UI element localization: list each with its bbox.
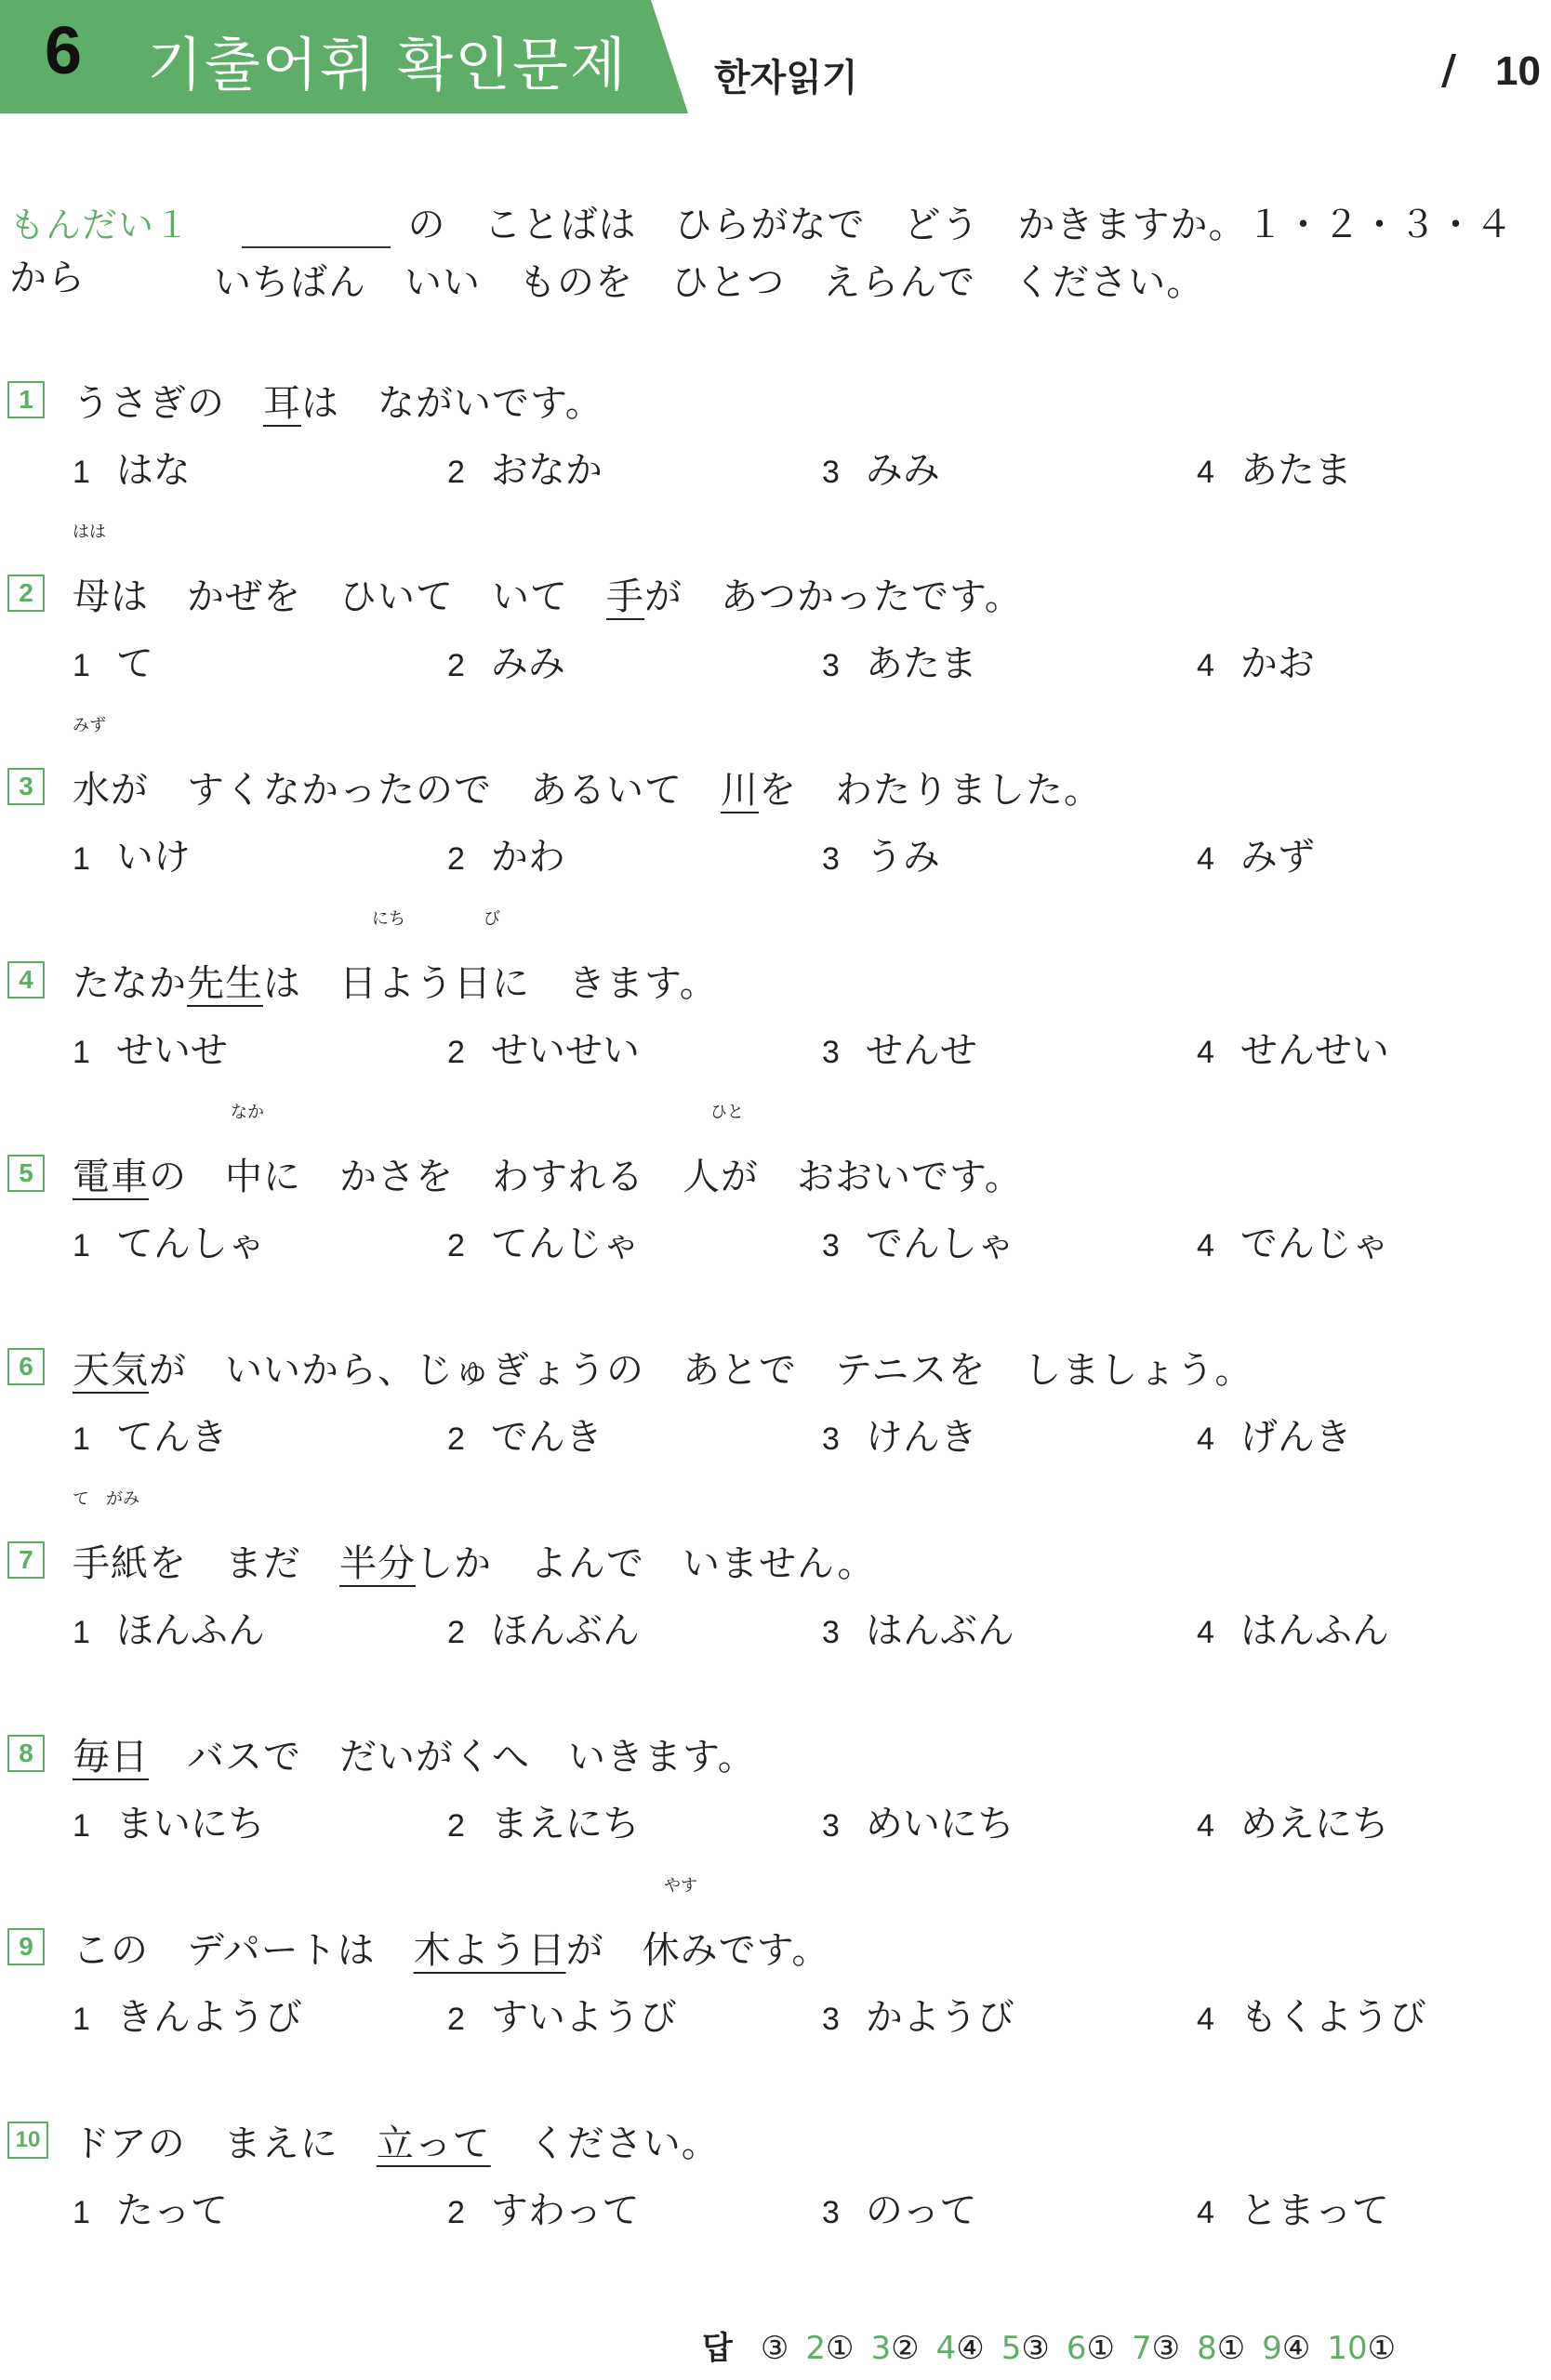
stem-text: ください。 [490, 2122, 720, 2165]
answer-option[interactable] [73, 1214, 265, 1267]
stem-text: ドアの まえに [73, 2122, 377, 2165]
option-number: 4 [1197, 2195, 1214, 2230]
option-number: 3 [822, 1228, 840, 1263]
option-number: 2 [447, 1228, 465, 1263]
stem-text: を わたりました。 [759, 769, 1102, 812]
option-number: 2 [447, 1615, 465, 1650]
option-number: 1 [73, 2195, 90, 2230]
score-slash: / [1441, 46, 1457, 94]
option-text: あたま [1239, 449, 1352, 492]
option-text: みず [1239, 836, 1315, 879]
option-number: 1 [73, 1035, 90, 1070]
answer-key-item [1197, 2330, 1245, 2367]
answer-key-choice: ① [825, 2330, 855, 2367]
answer-key-item [1001, 2330, 1050, 2367]
answer-option[interactable] [822, 1214, 1014, 1267]
question-stem [73, 1489, 876, 1587]
answer-option[interactable] [447, 441, 603, 494]
instruction-text-1: の ことばは ひらがなで どう かきますか。１・２・３・４から [9, 204, 1514, 299]
answer-key-number: 5 [1001, 2330, 1022, 2367]
answer-key-number: 3 [870, 2330, 892, 2367]
question [7, 381, 1542, 567]
option-number: 3 [822, 1421, 840, 1457]
option-text: すいようび [490, 1996, 677, 2039]
option-text: めえにち [1239, 1803, 1389, 1845]
option-text: きんようび [115, 1996, 302, 2039]
answer-option[interactable] [447, 827, 565, 880]
answer-key-item [761, 2330, 789, 2367]
option-text: はんぶん [865, 1609, 1014, 1652]
option-text: いけ [115, 836, 191, 879]
option-text: ほんふん [115, 1609, 265, 1652]
instruction-line-2: いちばん いい ものを ひとつ えらんで ください。 [214, 261, 1205, 304]
answer-key-choice: ③ [1151, 2330, 1181, 2367]
option-text: かわ [490, 836, 565, 879]
stem-text: が 休みです。 [565, 1929, 830, 1972]
answer-key-number: 8 [1197, 2330, 1217, 2367]
question-number: 2 [7, 575, 45, 612]
option-number: 2 [447, 1808, 465, 1844]
answer-option[interactable] [447, 2181, 640, 2234]
answer-key-item [1132, 2330, 1180, 2367]
option-number: 4 [1197, 648, 1214, 683]
option-number: 1 [73, 1421, 90, 1457]
answer-key-choice: ③ [1021, 2330, 1050, 2367]
option-number: 4 [1197, 2002, 1214, 2037]
underlined-word: 天気 [73, 1349, 149, 1392]
answer-option[interactable] [73, 1408, 228, 1461]
answer-key-choice: ① [1216, 2330, 1246, 2367]
question-number: 5 [7, 1155, 45, 1192]
option-number: 1 [73, 2002, 90, 2037]
answer-key-choice: ① [1086, 2330, 1115, 2367]
answer-option[interactable] [822, 441, 940, 494]
answer-key-choice: ② [891, 2330, 920, 2367]
underlined-word: 立って [376, 2122, 491, 2165]
furigana: び [484, 909, 500, 929]
stem-text: は ながいです。 [301, 382, 603, 425]
answer-option[interactable] [822, 1408, 977, 1461]
question-number: 9 [7, 1928, 45, 1965]
answer-option[interactable] [822, 1794, 1014, 1847]
question [7, 522, 1542, 760]
option-number: 2 [447, 2002, 465, 2037]
answer-option[interactable] [822, 1021, 977, 1074]
answer-option[interactable] [447, 1601, 640, 1654]
answer-key-number: 4 [935, 2330, 957, 2367]
option-number: 2 [447, 1421, 465, 1457]
answer-key-number: 10 [1327, 2330, 1368, 2367]
underlined-word: 川 [721, 769, 759, 812]
option-text: ほんぶん [490, 1609, 640, 1652]
question-stem [73, 1103, 1023, 1200]
answer-option[interactable] [447, 1988, 677, 2041]
option-text: まえにち [490, 1803, 640, 1845]
question-stem [73, 2114, 720, 2167]
option-number: 2 [447, 1035, 465, 1070]
answer-option[interactable] [447, 1408, 603, 1461]
option-number: 3 [822, 455, 840, 490]
stem-text: たなか [73, 962, 187, 1005]
furigana: ひと [710, 1103, 744, 1122]
option-text: みみ [865, 449, 940, 492]
answer-option[interactable] [447, 1794, 640, 1847]
question-number: 6 [7, 1348, 45, 1385]
question-stem [73, 1727, 756, 1780]
option-text: おなか [490, 449, 603, 492]
option-number: 2 [447, 455, 465, 490]
option-text: めいにち [865, 1803, 1014, 1845]
option-text: あたま [865, 642, 977, 685]
option-text: うみ [865, 836, 940, 879]
option-text: とまって [1239, 2189, 1389, 2232]
stem-text: 母は かぜを ひいて いて [73, 575, 606, 618]
underlined-word: 木よう日 [413, 1929, 566, 1972]
question [7, 1348, 1542, 1534]
underlined-word: 手 [606, 575, 644, 618]
option-text: せんせい [1239, 1029, 1389, 1072]
answer-option[interactable] [73, 2181, 228, 2234]
answer-key-item [870, 2330, 919, 2367]
answer-key-number: 9 [1262, 2330, 1282, 2367]
stem-text: うさぎの [73, 382, 263, 425]
option-number: 3 [822, 1615, 840, 1650]
score-total: 10 [1495, 48, 1541, 94]
option-number: 4 [1197, 1615, 1214, 1650]
answer-key-choice: ④ [1281, 2330, 1311, 2367]
question-stem [73, 909, 718, 1007]
option-text: たって [115, 2189, 228, 2232]
option-text: てんき [115, 1416, 228, 1459]
furigana: やす [664, 1876, 697, 1896]
option-text: けんき [865, 1416, 977, 1459]
option-number: 1 [73, 1615, 90, 1650]
answer-option[interactable] [822, 1988, 1014, 2041]
option-text: せいせい [490, 1029, 640, 1072]
option-number: 2 [447, 648, 465, 683]
section-subtitle: 한자읽기 [714, 57, 858, 99]
furigana: はは [73, 522, 106, 542]
underlined-word: 電車 [73, 1156, 149, 1198]
answer-option[interactable] [822, 2181, 977, 2234]
question-stem [73, 716, 1102, 813]
option-number: 3 [822, 1035, 840, 1070]
question-stem [73, 1876, 830, 1974]
question-number: 3 [7, 768, 45, 805]
underlined-word: 先生 [187, 962, 263, 1005]
answer-key-item [1262, 2330, 1310, 2367]
question-stem [73, 1341, 1253, 1394]
answer-blank [242, 211, 391, 248]
answer-option[interactable] [73, 441, 191, 494]
option-text: まいにち [115, 1803, 265, 1845]
option-number: 4 [1197, 1421, 1214, 1457]
option-number: 4 [1197, 455, 1214, 490]
question [7, 1735, 1542, 1921]
answer-key-item [805, 2330, 854, 2367]
answer-option[interactable] [1197, 634, 1315, 687]
answer-option[interactable] [1197, 1988, 1426, 2041]
furigana: がみ [106, 1489, 139, 1509]
option-number: 1 [73, 1808, 90, 1844]
answer-key [702, 2322, 1412, 2368]
question-stem [73, 522, 1023, 620]
underlined-word: 半分 [339, 1542, 416, 1585]
option-number: 4 [1197, 1035, 1214, 1070]
answer-option[interactable] [822, 1601, 1014, 1654]
option-number: 3 [822, 2195, 840, 2230]
furigana: なか [231, 1103, 264, 1122]
instruction-label: もんだい１ [9, 205, 192, 245]
answer-option[interactable] [1197, 2181, 1389, 2234]
option-text: でんしゃ [865, 1223, 1014, 1265]
answer-key-number: 7 [1131, 2330, 1152, 2367]
option-text: でんき [490, 1416, 603, 1459]
option-text: みみ [490, 642, 565, 685]
answer-key-label: 답 [702, 2330, 733, 2367]
stem-text: この デパートは [73, 1929, 414, 1972]
option-number: 1 [73, 1228, 90, 1263]
answer-option[interactable] [822, 827, 940, 880]
answer-key-choice: ③ [760, 2330, 789, 2367]
answer-option[interactable] [73, 1794, 265, 1847]
chapter-number: 6 [45, 14, 83, 88]
answer-key-choice: ④ [956, 2330, 985, 2367]
furigana: て [73, 1489, 89, 1509]
answer-key-item [1327, 2330, 1396, 2367]
question [7, 1103, 1542, 1341]
option-number: 3 [822, 2002, 840, 2037]
answer-option[interactable] [447, 1214, 640, 1267]
answer-option[interactable] [447, 1021, 640, 1074]
option-number: 1 [73, 841, 90, 877]
option-text: てんしゃ [115, 1223, 265, 1265]
question-number: 4 [7, 961, 45, 998]
answer-key-number: 2 [805, 2330, 826, 2367]
question-number: 7 [7, 1541, 45, 1579]
option-text: せいせ [115, 1029, 228, 1072]
option-text: かお [1239, 642, 1315, 685]
option-number: 3 [822, 648, 840, 683]
answer-key-choice: ① [1367, 2330, 1397, 2367]
option-number: 2 [447, 841, 465, 877]
answer-key-number: 6 [1066, 2330, 1087, 2367]
answer-key-item [1067, 2330, 1115, 2367]
question-number: 1 [7, 381, 45, 418]
option-number: 1 [73, 455, 90, 490]
option-number: 1 [73, 648, 90, 683]
answer-option[interactable] [1197, 1021, 1389, 1074]
option-text: はな [115, 449, 191, 492]
stem-text: 水が すくなかったので あるいて [73, 769, 721, 812]
option-text: て [115, 642, 153, 685]
answer-option[interactable] [1197, 441, 1352, 494]
option-number: 2 [447, 2195, 465, 2230]
answer-option[interactable] [822, 634, 977, 687]
option-text: はんふん [1239, 1609, 1389, 1652]
answer-option[interactable] [73, 1601, 265, 1654]
option-text: げんき [1239, 1416, 1352, 1459]
answer-option[interactable] [1197, 1214, 1389, 1267]
option-text: でんじゃ [1239, 1223, 1389, 1265]
stem-text: 手紙を まだ [73, 1542, 339, 1585]
option-number: 4 [1197, 1808, 1214, 1844]
question [7, 716, 1542, 954]
question [7, 1489, 1542, 1727]
option-text: すわって [490, 2189, 640, 2232]
furigana: にち [372, 909, 405, 929]
option-text: もくようび [1239, 1996, 1426, 2039]
answer-option[interactable] [1197, 1408, 1352, 1461]
option-text: のって [865, 2189, 977, 2232]
answer-option[interactable] [1197, 1794, 1389, 1847]
option-text: てんじゃ [490, 1223, 640, 1265]
underlined-word: 毎日 [73, 1736, 149, 1778]
option-text: せんせ [865, 1029, 977, 1072]
stem-text: が いいから、じゅぎょうの あとで テニスを しましょう。 [149, 1349, 1253, 1392]
underlined-word: 耳 [263, 382, 301, 425]
option-number: 4 [1197, 841, 1214, 877]
answer-option[interactable] [447, 634, 565, 687]
option-number: 3 [822, 841, 840, 877]
answer-option[interactable] [73, 1021, 228, 1074]
stem-text: が あつかったです。 [644, 575, 1023, 618]
answer-option[interactable] [73, 827, 191, 880]
question-stem [73, 374, 603, 427]
question [7, 1876, 1542, 2114]
question-number: 8 [7, 1735, 45, 1772]
option-number: 3 [822, 1808, 840, 1844]
stem-text: バスで だいがくへ いきます。 [149, 1736, 756, 1778]
stem-text: の 中に かさを わすれる 人が おおいです。 [149, 1156, 1023, 1198]
option-number: 4 [1197, 1228, 1214, 1263]
question-number: 10 [7, 2122, 48, 2159]
answer-option[interactable] [73, 1988, 302, 2041]
answer-option[interactable] [1197, 827, 1315, 880]
furigana: みず [73, 716, 106, 735]
answer-key-item [936, 2330, 985, 2367]
stem-text: は 日よう日に きます。 [263, 962, 718, 1005]
question [7, 2122, 1542, 2307]
chapter-title: 기출어휘 확인문제 [147, 31, 628, 99]
answer-option[interactable] [73, 634, 153, 687]
stem-text: しか よんで いません。 [416, 1542, 876, 1585]
option-text: かようび [865, 1996, 1014, 2039]
answer-option[interactable] [1197, 1601, 1389, 1654]
